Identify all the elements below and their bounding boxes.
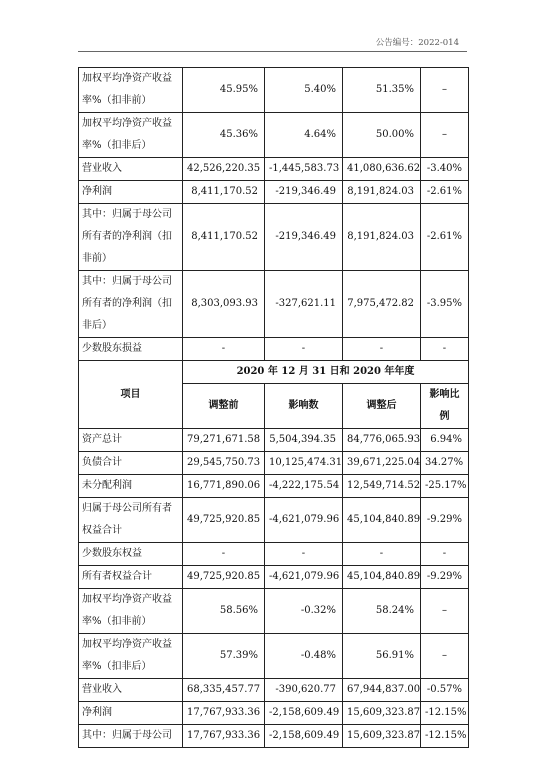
- value-impact: -0.32%: [265, 589, 343, 634]
- col-header-before: 调整前: [183, 384, 265, 429]
- value-impact: -1,445,583.73: [265, 158, 343, 181]
- row-label: 归属于母公司所有者权益合计: [79, 498, 183, 543]
- value-after: 7,975,472.82: [343, 271, 421, 338]
- table-row: [79, 475, 469, 498]
- value-before: 45.36%: [183, 113, 265, 158]
- value-ratio: 6.94%: [421, 429, 469, 452]
- value-before: -: [183, 543, 265, 566]
- row-label: 加权平均净资产收益率%（扣非后）: [79, 113, 183, 158]
- value-impact: -219,346.49: [265, 204, 343, 271]
- table-row: [79, 181, 469, 204]
- value-ratio: 34.27%: [421, 452, 469, 475]
- value-ratio: –: [421, 589, 469, 634]
- value-ratio: –: [421, 113, 469, 158]
- row-label: 净利润: [79, 181, 183, 204]
- value-before: 17,767,933.36: [183, 702, 265, 725]
- row-label: 加权平均净资产收益率%（扣非前）: [79, 68, 183, 113]
- value-after: 84,776,065.93: [343, 429, 421, 452]
- row-label: 营业收入: [79, 158, 183, 181]
- period-header-row: [79, 361, 469, 384]
- value-impact: 4.64%: [265, 113, 343, 158]
- value-before: 17,767,933.36: [183, 725, 265, 748]
- value-ratio: -12.15%: [421, 702, 469, 725]
- value-before: 58.56%: [183, 589, 265, 634]
- header-rule: [78, 51, 467, 52]
- value-ratio: -: [421, 338, 469, 361]
- value-before: 68,335,457.77: [183, 679, 265, 702]
- value-impact: -2,158,609.49: [265, 702, 343, 725]
- value-impact: -0.48%: [265, 634, 343, 679]
- value-after: 50.00%: [343, 113, 421, 158]
- table-row: [79, 204, 469, 271]
- table-row: [79, 113, 469, 158]
- value-impact: -: [265, 543, 343, 566]
- value-before: 42,526,220.35: [183, 158, 265, 181]
- item-header: 项目: [79, 361, 183, 429]
- value-ratio: -25.17%: [421, 475, 469, 498]
- value-ratio: -9.29%: [421, 566, 469, 589]
- value-after: 8,191,824.03: [343, 204, 421, 271]
- value-after: -: [343, 338, 421, 361]
- table-body-bottom: [79, 429, 469, 748]
- value-after: 39,671,225.04: [343, 452, 421, 475]
- value-ratio: -12.15%: [421, 725, 469, 748]
- value-before: 49,725,920.85: [183, 498, 265, 543]
- table-row: [79, 271, 469, 338]
- value-ratio: -3.95%: [421, 271, 469, 338]
- table-row: [79, 634, 469, 679]
- value-impact: -2,158,609.49: [265, 725, 343, 748]
- value-after: 56.91%: [343, 634, 421, 679]
- value-after: 67,944,837.00: [343, 679, 421, 702]
- table-body-top: [79, 68, 469, 361]
- value-after: -: [343, 543, 421, 566]
- row-label: 营业收入: [79, 679, 183, 702]
- value-impact: 5,504,394.35: [265, 429, 343, 452]
- value-before: 8,411,170.52: [183, 181, 265, 204]
- col-header-after: 调整后: [343, 384, 421, 429]
- value-before: -: [183, 338, 265, 361]
- row-label: 未分配利润: [79, 475, 183, 498]
- table-row: [79, 338, 469, 361]
- table-row: [79, 498, 469, 543]
- table-row: [79, 452, 469, 475]
- value-impact: -327,621.11: [265, 271, 343, 338]
- table-row: [79, 68, 469, 113]
- row-label: 所有者权益合计: [79, 566, 183, 589]
- value-after: 12,549,714.52: [343, 475, 421, 498]
- value-impact: -: [265, 338, 343, 361]
- value-impact: 10,125,474.31: [265, 452, 343, 475]
- value-impact: -219,346.49: [265, 181, 343, 204]
- row-label: 资产总计: [79, 429, 183, 452]
- value-before: 49,725,920.85: [183, 566, 265, 589]
- value-after: 15,609,323.87: [343, 725, 421, 748]
- value-impact: -390,620.77: [265, 679, 343, 702]
- col-header-ratio: 影响比例: [421, 384, 469, 429]
- table-row: [79, 725, 469, 748]
- value-after: 45,104,840.89: [343, 566, 421, 589]
- table-row: [79, 429, 469, 452]
- section-2020-header: [79, 361, 469, 429]
- value-ratio: –: [421, 68, 469, 113]
- value-after: 58.24%: [343, 589, 421, 634]
- value-ratio: -2.61%: [421, 181, 469, 204]
- value-before: 16,771,890.06: [183, 475, 265, 498]
- value-ratio: -2.61%: [421, 204, 469, 271]
- table-row: [79, 702, 469, 725]
- value-before: 57.39%: [183, 634, 265, 679]
- row-label: 其中：归属于母公司所有者的净利润（扣非前）: [79, 204, 183, 271]
- value-ratio: –: [421, 634, 469, 679]
- financial-adjustment-table: [78, 67, 469, 748]
- col-header-amount: 影响数: [265, 384, 343, 429]
- row-label: 负债合计: [79, 452, 183, 475]
- table-row: [79, 566, 469, 589]
- value-before: 8,411,170.52: [183, 204, 265, 271]
- table-row: [79, 679, 469, 702]
- period-header: 2020 年 12 月 31 日和 2020 年年度: [183, 361, 469, 384]
- value-ratio: -0.57%: [421, 679, 469, 702]
- table-row: [79, 589, 469, 634]
- value-impact: -4,621,079.96: [265, 498, 343, 543]
- announcement-number: 公告编号：2022-014: [375, 38, 459, 48]
- row-label: 加权平均净资产收益率%（扣非后）: [79, 634, 183, 679]
- row-label: 少数股东损益: [79, 338, 183, 361]
- row-label: 净利润: [79, 702, 183, 725]
- value-ratio: -3.40%: [421, 158, 469, 181]
- row-label: 少数股东权益: [79, 543, 183, 566]
- value-impact: -4,621,079.96: [265, 566, 343, 589]
- value-before: 45.95%: [183, 68, 265, 113]
- value-before: 29,545,750.73: [183, 452, 265, 475]
- value-after: 51.35%: [343, 68, 421, 113]
- value-after: 45,104,840.89: [343, 498, 421, 543]
- table-row: [79, 543, 469, 566]
- value-impact: 5.40%: [265, 68, 343, 113]
- row-label: 加权平均净资产收益率%（扣非前）: [79, 589, 183, 634]
- value-after: 41,080,636.62: [343, 158, 421, 181]
- table-row: [79, 158, 469, 181]
- value-impact: -4,222,175.54: [265, 475, 343, 498]
- value-before: 79,271,671.58: [183, 429, 265, 452]
- value-after: 8,191,824.03: [343, 181, 421, 204]
- value-ratio: -9.29%: [421, 498, 469, 543]
- row-label: 其中：归属于母公司: [79, 725, 183, 748]
- value-after: 15,609,323.87: [343, 702, 421, 725]
- row-label: 其中：归属于母公司所有者的净利润（扣非后）: [79, 271, 183, 338]
- value-ratio: -: [421, 543, 469, 566]
- value-before: 8,303,093.93: [183, 271, 265, 338]
